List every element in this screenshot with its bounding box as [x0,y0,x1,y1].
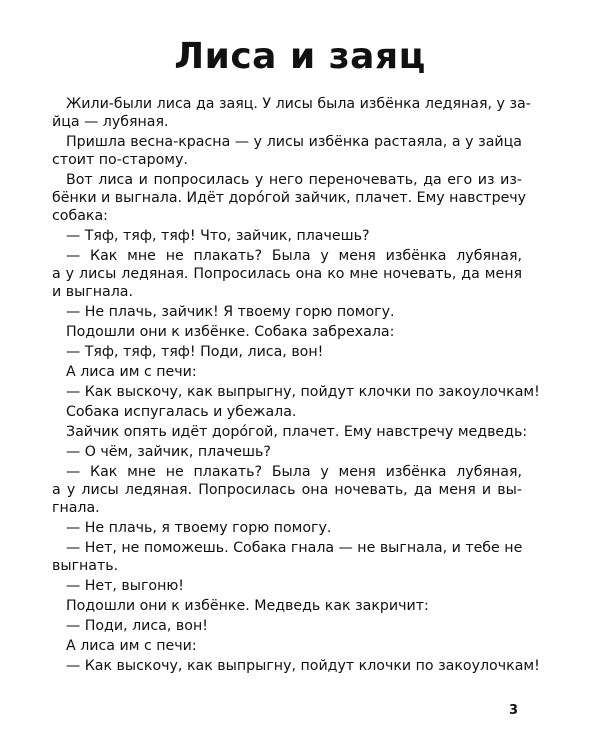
text-line: Вот лиса и попросилась у него переночевать, да его из из- [66,172,522,188]
text-line: — Не плачь, зайчик! Я твоему горю помогу. [66,304,395,320]
text-line: собака: [52,208,108,224]
text-line: — Как мне не плакать? Была у меня избёнка лубяная, [66,464,522,480]
text-line: А лиса им с печи: [66,638,197,654]
text-line: выгнать. [52,558,119,574]
text-line: — Нет, выгоню! [66,578,184,594]
story-text [52,95,540,675]
text-line: — Нет, не поможешь. Собака гнала — не выгнала, и тебе не [66,540,523,556]
text-line: А лиса им с печи: [66,364,197,380]
text-line: а у лисы ледяная. Попросилась она ночевать, да меня и вы- [52,482,522,498]
page-number: 3 [508,703,518,718]
text-line: и выгнала. [52,284,133,300]
text-line: йца — лубяная. [52,114,169,130]
text-line: Собака испугалась и убежала. [66,404,297,420]
text-line: Пришла весна-красна — у лисы избёнка растаяла, а у зайца [66,134,522,150]
text-line: — Поди, лиса, вон! [66,618,208,634]
text-line: гнала. [52,500,100,516]
text-line: — Как выскочу, как выпрыгну, пойдут клочки по закоулочкам! [66,658,540,674]
text-line: а у лисы ледяная. Попросилась она ко мне ночевать, да меня [52,266,522,282]
text-line: — Как выскочу, как выпрыгну, пойдут клочки по закоулочкам! [66,384,540,400]
text-line: — Как мне не плакать? Была у меня избёнка лубяная, [66,248,522,264]
text-line: Зайчик опять идёт доро́гой, плачет. Ему навстречу медведь: [66,424,528,440]
text-line: Подошли они к избёнке. Собака забрехала: [66,324,395,340]
page-title: Лиса и заяц [174,36,426,77]
text-line: — Тяф, тяф, тяф! Поди, лиса, вон! [66,344,324,360]
text-line: — Тяф, тяф, тяф! Что, зайчик, плачешь? [66,228,370,244]
text-line: бёнки и выгнала. Идёт доро́гой зайчик, плачет. Ему навстречу [52,190,527,206]
text-line: Жили-были лиса да заяц. У лисы была избёнка ледяная, у за- [66,96,531,112]
text-line: — Не плачь, я твоему горю помогу. [66,520,332,536]
text-line: стоит по-старому. [52,152,188,168]
text-line: — О чём, зайчик, плачешь? [66,444,271,460]
text-line: Подошли они к избёнке. Медведь как закричит: [66,598,429,614]
